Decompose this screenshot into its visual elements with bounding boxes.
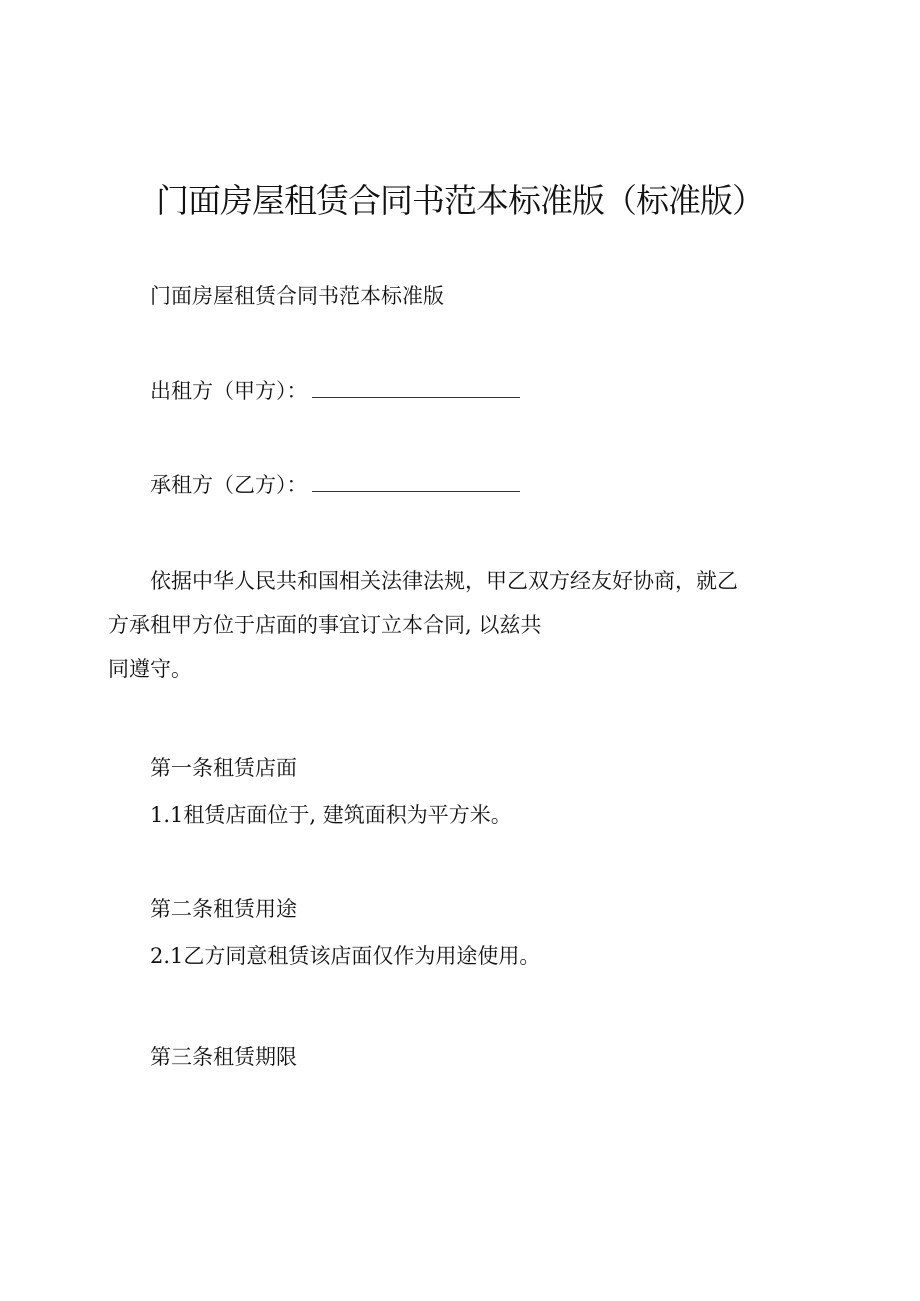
article2-item1: 2.1乙方同意租赁该店面仅作为用途使用。 — [150, 944, 541, 968]
lessor-line — [150, 375, 520, 407]
document-title: 门面房屋租赁合同书范本标准版（标准版） — [156, 181, 764, 220]
article3-heading: 第三条租赁期限 — [150, 1045, 297, 1069]
intro-line-2: 方承租甲方位于店面的事宜订立本合同, 以兹共 — [108, 613, 542, 637]
article1-heading: 第一条租赁店面 — [150, 756, 297, 780]
lessee-line — [150, 469, 520, 501]
intro-line-1: 依据中华人民共和国相关法律法规，甲乙双方经友好协商，就乙 — [150, 569, 738, 593]
intro-line-3: 同遵守。 — [108, 657, 192, 681]
article2-heading: 第二条租赁用途 — [150, 897, 297, 921]
lessee-blank — [312, 473, 520, 492]
article1-item1: 1.1租赁店面位于, 建筑面积为平方米。 — [150, 803, 512, 827]
lessor-label: 出租方（甲方）： — [150, 379, 308, 403]
lessor-blank — [312, 379, 520, 398]
intro-paragraph — [108, 559, 808, 691]
document-subtitle: 门面房屋租赁合同书范本标准版 — [150, 284, 444, 308]
lessee-label: 承租方（乙方）： — [150, 473, 308, 497]
